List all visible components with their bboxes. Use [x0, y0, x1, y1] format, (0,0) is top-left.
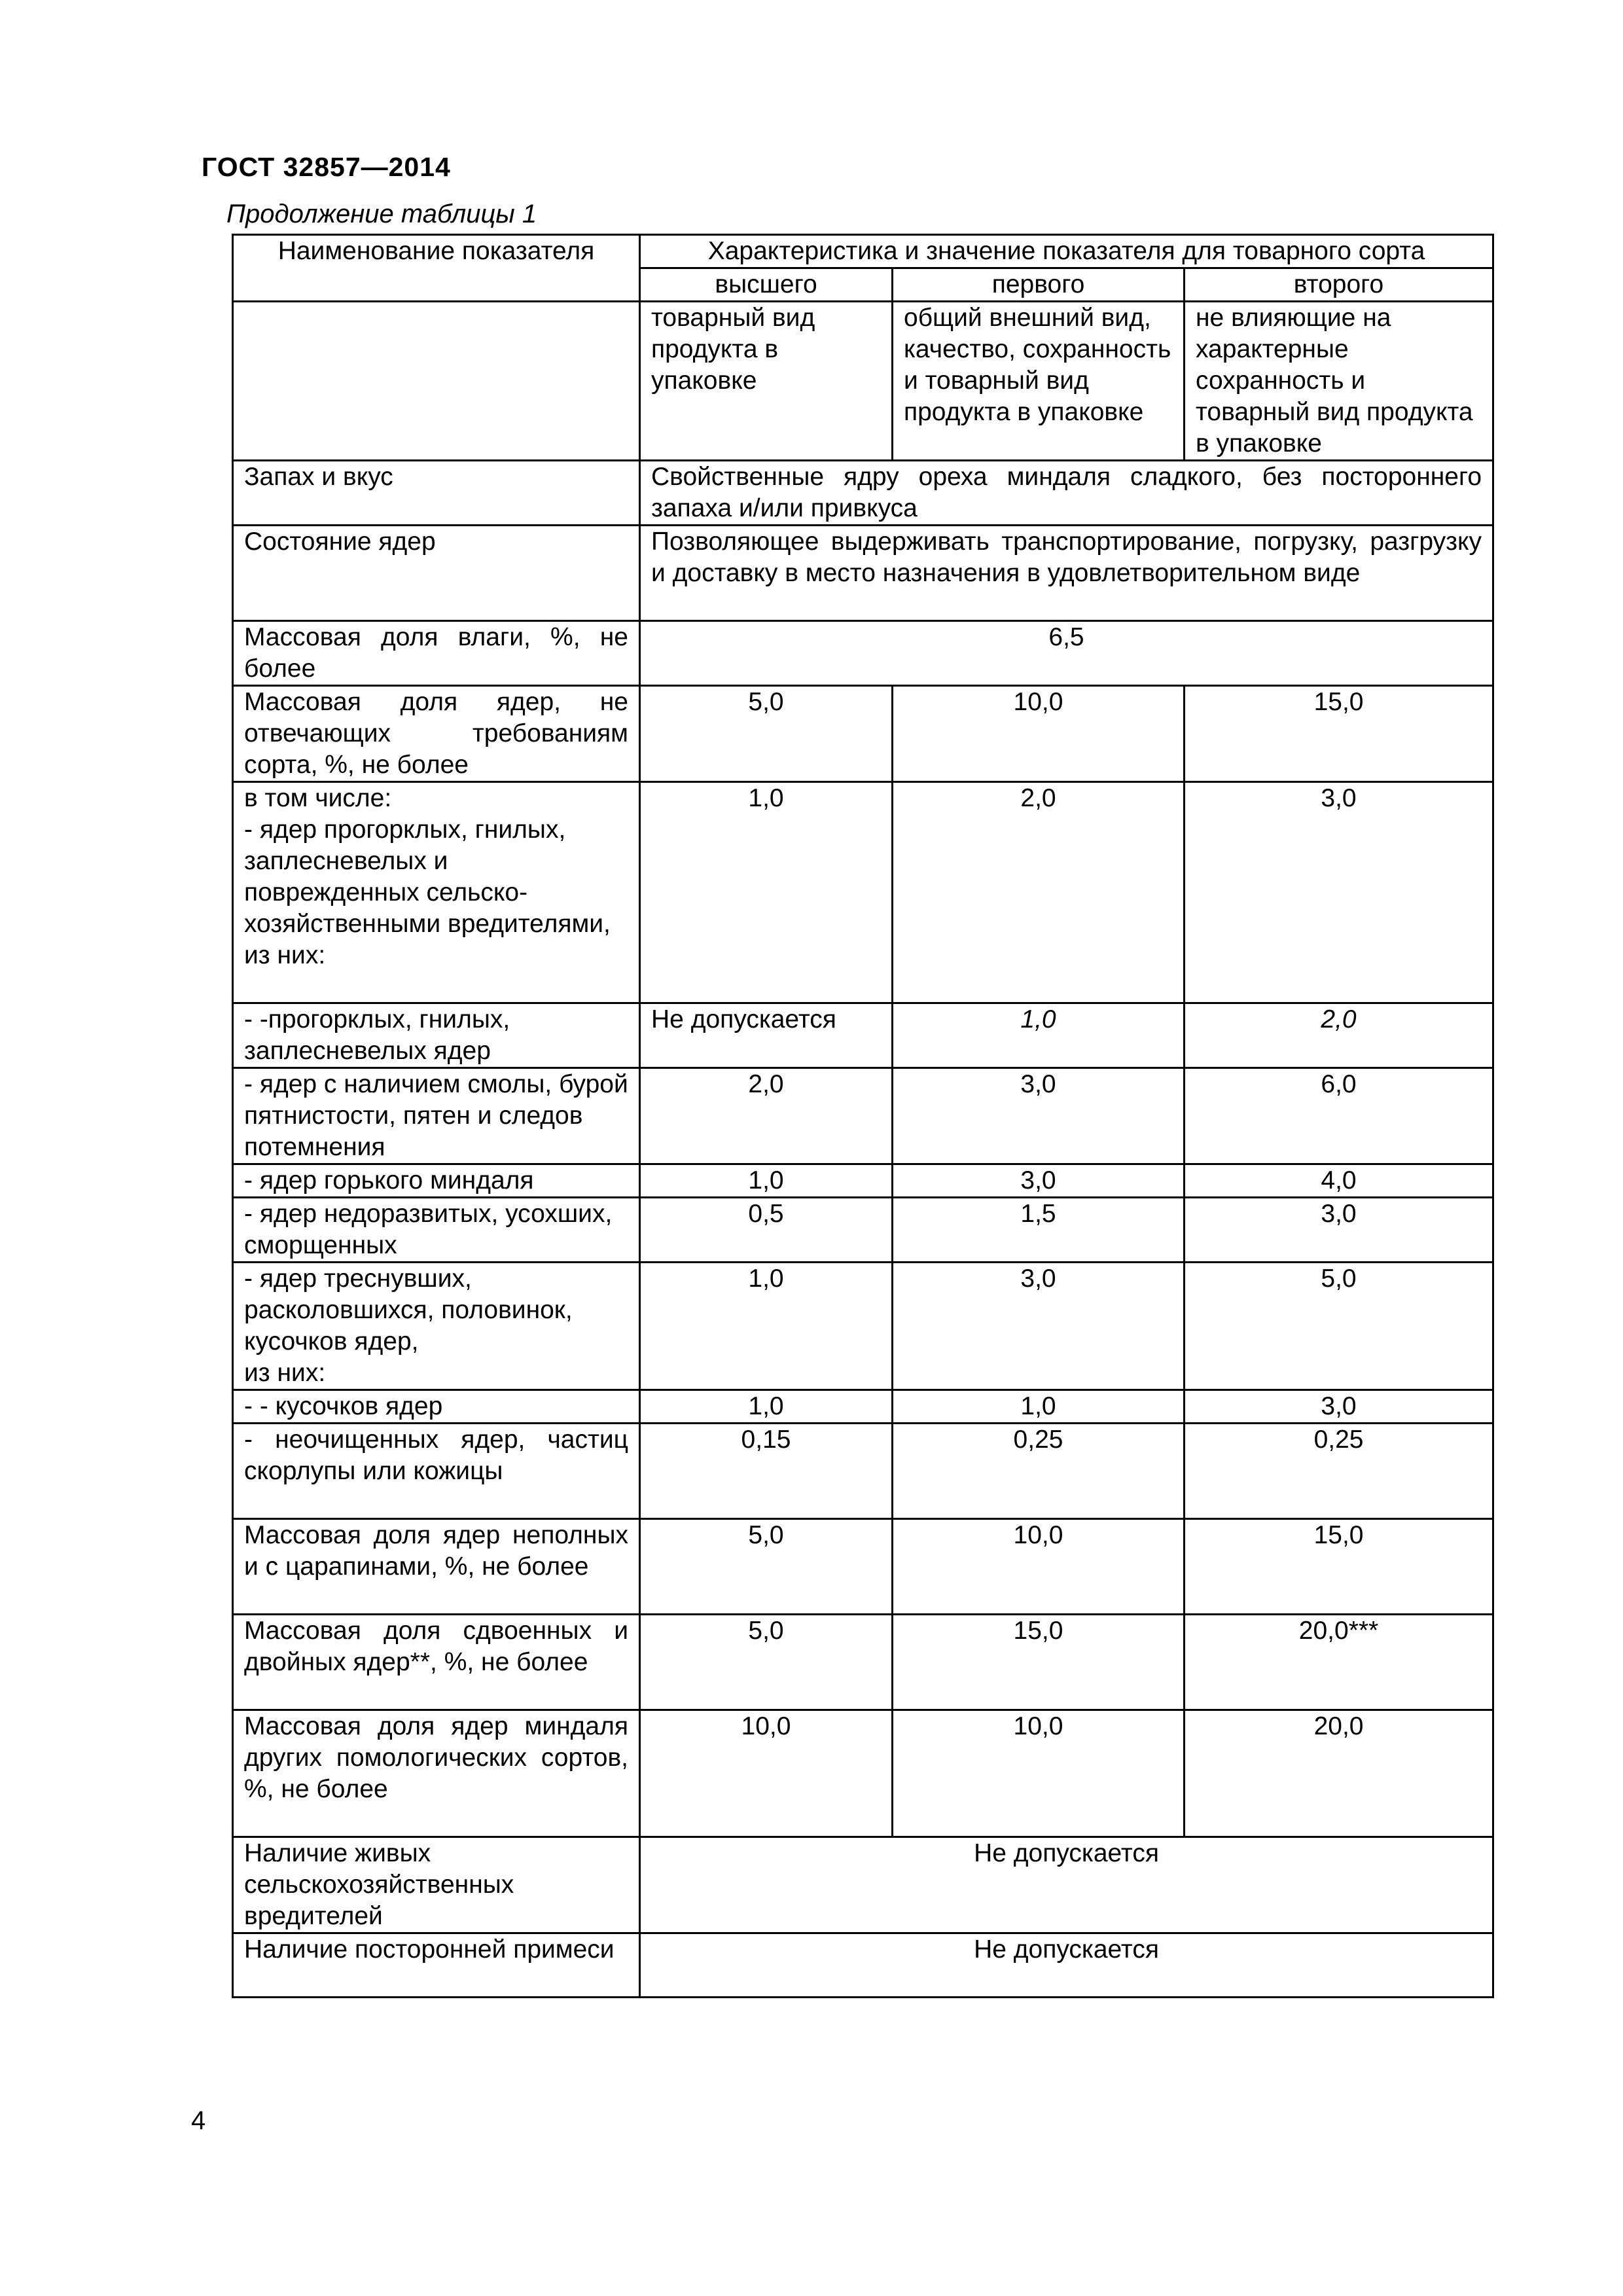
row-name: - неочищенных ядер, частиц скорлупы или кожицы — [233, 1424, 640, 1519]
table-row — [233, 526, 1493, 621]
cell-highest: 2,0 — [640, 1068, 893, 1164]
cell-highest: 5,0 — [640, 1519, 893, 1615]
row-name: Состояние ядер — [233, 526, 640, 621]
cell-second: 15,0 — [1185, 1519, 1493, 1615]
cell-highest: 1,0 — [640, 1390, 893, 1424]
row-name: в том числе: - ядер прогорклых, гнилых, заплесневелых и поврежденных сельско-хозяйственными вредителями, из них: — [233, 782, 640, 1003]
table-row — [233, 1263, 1493, 1390]
cell-second: 15,0 — [1185, 686, 1493, 782]
table-row — [233, 461, 1493, 526]
header-grade-first: первого — [893, 268, 1185, 302]
cell-first: 10,0 — [893, 686, 1185, 782]
cell-first: 10,0 — [893, 1710, 1185, 1837]
table-row — [233, 1198, 1493, 1263]
row-name: - ядер с наличием смолы, бурой пятнистости, пятен и следов потемнения — [233, 1068, 640, 1164]
row-name: Наличие посторонней примеси — [233, 1933, 640, 1998]
table-row — [233, 302, 1493, 461]
row-name: - - кусочков ядер — [233, 1390, 640, 1424]
row-name: Массовая доля влаги, %, не более — [233, 621, 640, 686]
header-grade-second: второго — [1185, 268, 1493, 302]
cell-first: общий внешний вид, качество, сохранность и товарный вид продукта в упаковке — [893, 302, 1185, 461]
table-row — [233, 1424, 1493, 1519]
row-name: Массовая доля ядер неполных и с царапинами, %, не более — [233, 1519, 640, 1615]
cell-highest: товарный вид продукта в упаковке — [640, 302, 893, 461]
cell-highest: 10,0 — [640, 1710, 893, 1837]
row-name: - ядер треснувших, расколовшихся, половинок, кусочков ядер, из них: — [233, 1263, 640, 1390]
cell-merged: Свойственные ядру ореха миндаля сладкого, без постороннего запаха и/или привкуса — [640, 461, 1493, 526]
table-row — [233, 1837, 1493, 1933]
table-row — [233, 1519, 1493, 1615]
indicators-table — [232, 234, 1494, 1998]
table-row — [233, 1068, 1493, 1164]
cell-merged: Не допускается — [640, 1933, 1493, 1998]
table-row — [233, 1003, 1493, 1068]
cell-second: 20,0*** — [1185, 1615, 1493, 1710]
cell-second: 4,0 — [1185, 1164, 1493, 1198]
cell-second: 20,0 — [1185, 1710, 1493, 1837]
table-row — [233, 1615, 1493, 1710]
header-grade-group: Характеристика и значение показателя для товарного сорта — [640, 235, 1493, 268]
header-name-column: Наименование показателя — [233, 235, 640, 302]
cell-first: 10,0 — [893, 1519, 1185, 1615]
page-number: 4 — [191, 2106, 206, 2135]
cell-highest: Не допускается — [640, 1003, 893, 1068]
cell-merged: Позволяющее выдерживать транспортирование, погрузку, разгрузку и доставку в место назначения в удовлетворительном виде — [640, 526, 1493, 621]
row-name: Запах и вкус — [233, 461, 640, 526]
row-name: Массовая доля ядер миндаля других помологических сортов, %, не более — [233, 1710, 640, 1837]
cell-highest: 1,0 — [640, 782, 893, 1003]
cell-second: 0,25 — [1185, 1424, 1493, 1519]
cell-highest: 1,0 — [640, 1263, 893, 1390]
cell-first: 3,0 — [893, 1164, 1185, 1198]
cell-second: не влияющие на характерные сохранность и товарный вид продукта в упаковке — [1185, 302, 1493, 461]
header-grade-highest: высшего — [640, 268, 893, 302]
table-row — [233, 1710, 1493, 1837]
cell-highest: 1,0 — [640, 1164, 893, 1198]
table-row — [233, 1390, 1493, 1424]
row-name — [233, 302, 640, 461]
cell-first: 1,0 — [893, 1003, 1185, 1068]
cell-second: 3,0 — [1185, 1198, 1493, 1263]
row-name: - ядер недоразвитых, усохших, сморщенных — [233, 1198, 640, 1263]
cell-first: 3,0 — [893, 1068, 1185, 1164]
cell-highest: 5,0 — [640, 1615, 893, 1710]
table-row — [233, 782, 1493, 1003]
document-header: ГОСТ 32857—2014 — [202, 152, 451, 182]
table-row — [233, 686, 1493, 782]
table-caption: Продолжение таблицы 1 — [226, 200, 537, 228]
cell-first: 3,0 — [893, 1263, 1185, 1390]
table-row — [233, 621, 1493, 686]
row-name: - -прогорклых, гнилых, заплесневелых ядер — [233, 1003, 640, 1068]
cell-highest: 0,5 — [640, 1198, 893, 1263]
cell-second: 2,0 — [1185, 1003, 1493, 1068]
cell-second: 6,0 — [1185, 1068, 1493, 1164]
cell-second: 3,0 — [1185, 782, 1493, 1003]
cell-second: 3,0 — [1185, 1390, 1493, 1424]
cell-second: 5,0 — [1185, 1263, 1493, 1390]
table-row — [233, 1933, 1493, 1998]
cell-first: 1,5 — [893, 1198, 1185, 1263]
cell-highest: 0,15 — [640, 1424, 893, 1519]
cell-highest: 5,0 — [640, 686, 893, 782]
row-name: Массовая доля ядер, не отвечающих требованиям сорта, %, не более — [233, 686, 640, 782]
table-row — [233, 1164, 1493, 1198]
cell-first: 1,0 — [893, 1390, 1185, 1424]
row-name: Массовая доля сдвоенных и двойных ядер**, %, не более — [233, 1615, 640, 1710]
cell-first: 2,0 — [893, 782, 1185, 1003]
row-name: Наличие живых сельскохозяйственных вредителей — [233, 1837, 640, 1933]
cell-first: 15,0 — [893, 1615, 1185, 1710]
cell-merged: Не допускается — [640, 1837, 1493, 1933]
cell-first: 0,25 — [893, 1424, 1185, 1519]
row-name: - ядер горького миндаля — [233, 1164, 640, 1198]
cell-merged: 6,5 — [640, 621, 1493, 686]
